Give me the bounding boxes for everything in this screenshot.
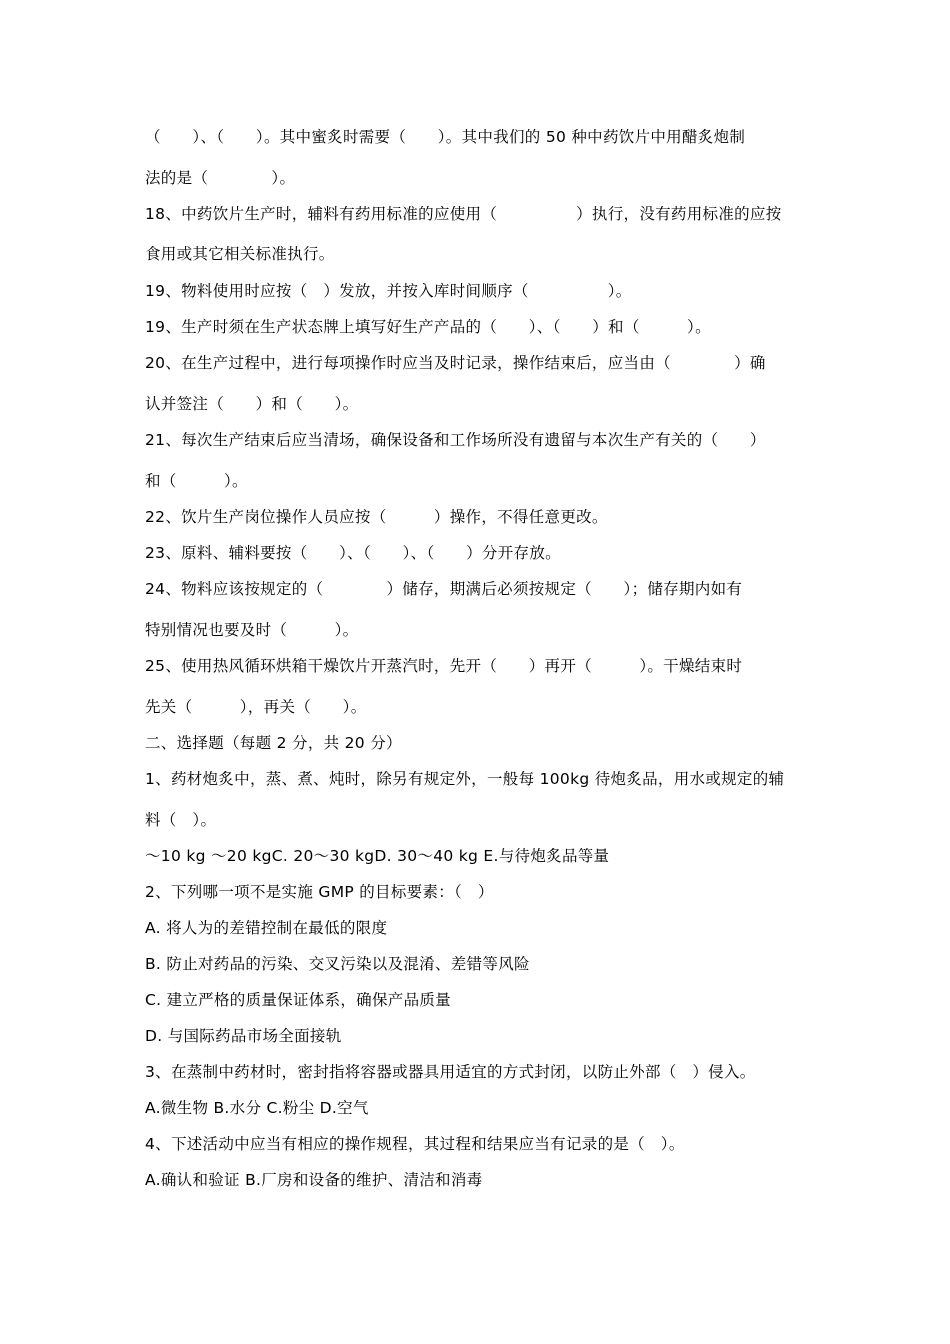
section-heading: 二、选择题（每题 2 分，共 20 分） bbox=[145, 734, 402, 752]
text-line: 25、使用热风循环烘箱干燥饮片开蒸汽时，先开（ ）再开（ ）。干燥结束时 bbox=[145, 657, 743, 675]
answer-options: A.确认和验证 B.厂房和设备的维护、清洁和消毒 bbox=[145, 1171, 483, 1189]
text-line: 特别情况也要及时（ ）。 bbox=[145, 621, 359, 639]
text-line: 食用或其它相关标准执行。 bbox=[145, 245, 335, 263]
text-line: 认并签注（ ）和（ ）。 bbox=[145, 395, 359, 413]
text-line: 4、下述活动中应当有相应的操作规程，其过程和结果应当有记录的是（ ）。 bbox=[145, 1135, 685, 1153]
text-line: 1、药材炮炙中，蒸、煮、炖时，除另有规定外，一般每 100kg 待炮炙品，用水或规定的辅 bbox=[145, 770, 785, 788]
text-line: 法的是（ ）。 bbox=[145, 169, 296, 187]
answer-options: ～10 kg ～20 kgC. 20～30 kgD. 30～40 kg E.与待炮炙品等量 bbox=[145, 847, 610, 865]
text-line: 20、在生产过程中，进行每项操作时应当及时记录，操作结束后，应当由（ ）确 bbox=[145, 354, 766, 372]
text-line: 先关（ ），再关（ ）。 bbox=[145, 698, 367, 716]
text-line: 24、物料应该按规定的（ ）储存，期满后必须按规定（ ）；储存期内如有 bbox=[145, 580, 743, 598]
text-line: 和（ ）。 bbox=[145, 472, 248, 490]
answer-option: A. 将人为的差错控制在最低的限度 bbox=[145, 919, 388, 937]
answer-option: D. 与国际药品市场全面接轨 bbox=[145, 1027, 342, 1045]
text-line: 2、下列哪一项不是实施 GMP 的目标要素：（ ） bbox=[145, 883, 494, 901]
text-line: （ ）、（ ）。其中蜜炙时需要（ ）。其中我们的 50 种中药饮片中用醋炙炮制 bbox=[145, 128, 746, 146]
text-line: 19、生产时须在生产状态牌上填写好生产产品的（ ）、（ ）和（ ）。 bbox=[145, 318, 711, 336]
text-line: 3、在蒸制中药材时，密封指将容器或器具用适宜的方式封闭，以防止外部（ ）侵入。 bbox=[145, 1063, 756, 1081]
text-line: 23、原料、辅料要按（ ）、（ ）、（ ）分开存放。 bbox=[145, 544, 561, 562]
answer-options: A.微生物 B.水分 C.粉尘 D.空气 bbox=[145, 1099, 369, 1117]
text-line: 18、中药饮片生产时，辅料有药用标准的应使用（ ）执行，没有药用标准的应按 bbox=[145, 205, 782, 223]
text-line: 料（ ）。 bbox=[145, 811, 217, 829]
text-line: 21、每次生产结束后应当清场，确保设备和工作场所没有遗留与本次生产有关的（ ） bbox=[145, 431, 766, 449]
answer-option: C. 建立严格的质量保证体系，确保产品质量 bbox=[145, 991, 451, 1009]
text-line: 19、物料使用时应按（ ）发放，并按入库时间顺序（ ）。 bbox=[145, 282, 632, 300]
text-line: 22、饮片生产岗位操作人员应按（ ）操作，不得任意更改。 bbox=[145, 508, 608, 526]
answer-option: B. 防止对药品的污染、交叉污染以及混淆、差错等风险 bbox=[145, 955, 530, 973]
